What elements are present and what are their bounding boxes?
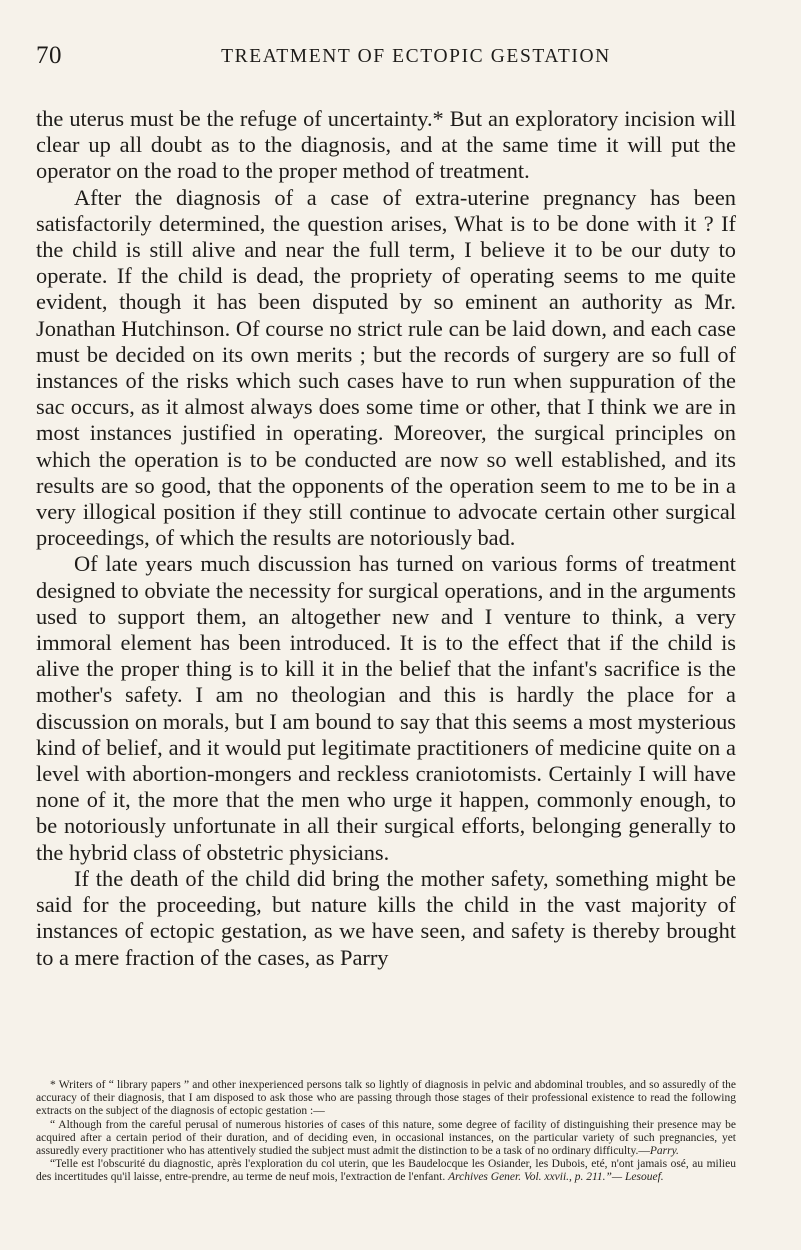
footnote-source: Archives Gener. Vol. xxvii., p. 211.”— Lesouef. (448, 1171, 664, 1184)
footnote-quote (36, 1119, 736, 1159)
paragraph: If the death of the child did bring the mother safety, something might be said for the proceeding, but nature kills the child in the vast majority of instances of ectopic gestation, as we have seen, and safety is thereby brought to a mere fraction of the cases, as Parry (36, 865, 736, 970)
paragraph: Of late years much discussion has turned on various forms of treatment designed to obviate the necessity for surgical operations, and in the arguments used to support them, an altogether new and I venture to think, a very immoral element has been introduced. It is to the effect that if the child is alive the proper thing is to kill it in the belief that the infant's sacrifice is the mother's safety. I am no theologian and this is hardly the place for a discussion on morals, but I am bound to say that this seems a most mysterious kind of belief, and it would put legitimate practitioners of medicine quite on a level with abortion-mongers and reckless craniotomists. Certainly I will have none of it, the more that the men who urge it happen, commonly enough, to be notoriously unfortunate in all their surgical efforts, belonging generally to the hybrid class of obstetric physicians. (36, 551, 736, 865)
footnote-quote (36, 1158, 736, 1184)
footnote-source: Parry. (649, 1145, 679, 1158)
footnote-text: * Writers of “ library papers ” and other inexperienced persons talk so lightly of diagnosis in pelvic and abdominal troubles, and so assuredly of the accuracy of their diagnosis, that I am disposed to ask those who are passing through those stages of their professional existence to read the following extracts on the subject of the diagnosis of ectopic gestation :— (36, 1079, 736, 1118)
footnote-text: “ Although from the careful perusal of numerous histories of cases of this nature, some degree of facility of distinguishing their presence may be acquired after a certain period of their duration, and of deciding even, in occasional instances, on the particular variety of such pregnancies, yet assuredly every practitioner who has attentively studied the subject must admit the distinction to be a task of no ordinary difficulty.— (36, 1118, 736, 1158)
paragraph: After the diagnosis of a case of extra-uterine pregnancy has been satisfactorily determined, the question arises, What is to be done with it ? If the child is still alive and near the full term, I believe it to be our duty to operate. If the child is dead, the propriety of operating seems to me quite evident, though it has been disputed by so eminent an authority as Mr. Jonathan Hutchinson. Of course no strict rule can be laid down, and each case must be decided on its own merits ; but the records of surgery are so full of instances of the risks which such cases have to run when suppuration of the sac occurs, as it almost always does some time or other, that I think we are in most instances justified in operating. Moreover, the surgical principles on which the operation is to be conducted are now so well established, and its results are so good, that the opponents of the operation seem to me to be in a very illogical position if they still continue to advocate certain other surgical proceedings, of which the results are notoriously bad. (36, 184, 736, 551)
page-header (36, 42, 736, 72)
paragraph: the uterus must be the refuge of uncertainty.* But an exploratory incision will clear up all doubt as to the diagnosis, and at the same time it will put the operator on the road to the proper method of treatment. (36, 106, 736, 184)
footnotes (36, 1079, 736, 1185)
running-head: TREATMENT OF ECTOPIC GESTATION (221, 46, 611, 67)
body-text (36, 106, 736, 971)
page-number: 70 (36, 42, 62, 69)
footnote-text: “Telle est l'obscurité du diagnostic, après l'exploration du col uterin, que les Baudelocque les Osiander, les Dubois, eté, n'ont jamais osé, au milieu des incertitudes qu'il laisse, entre-prendre, au terme de neuf mois, l'extraction de l'enfant. (36, 1158, 736, 1184)
footnote (36, 1079, 736, 1119)
